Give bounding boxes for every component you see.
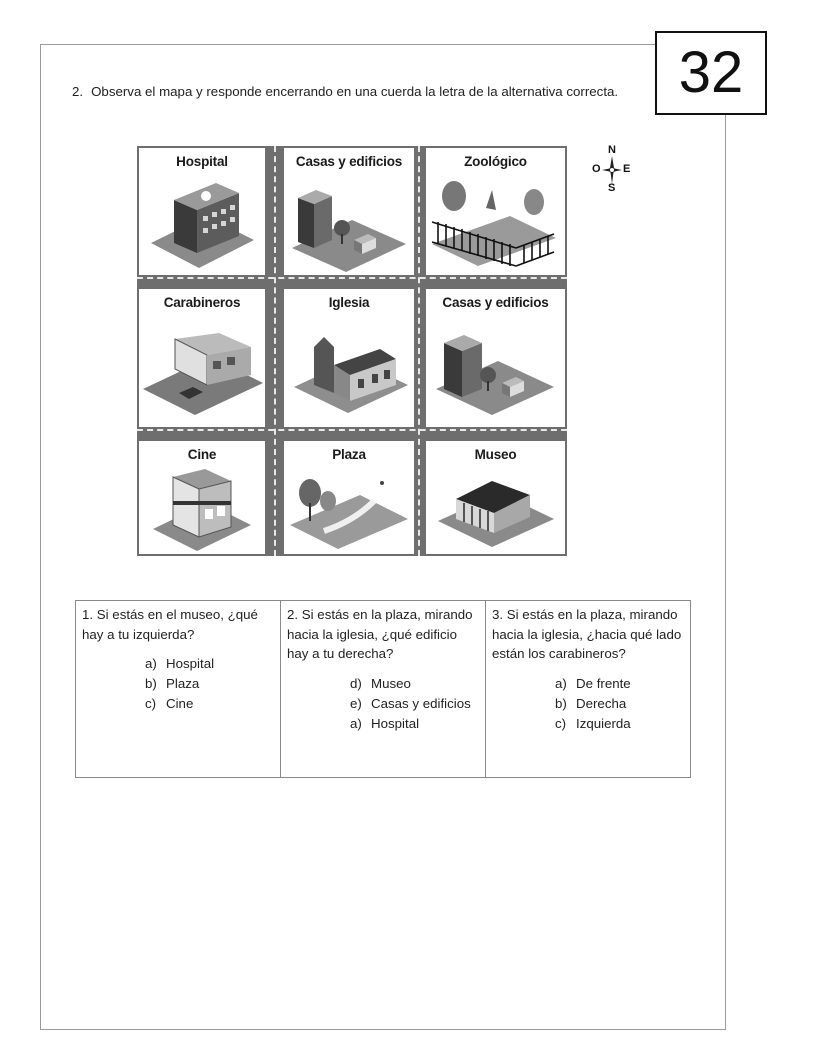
road-vertical: [274, 146, 276, 556]
compass-south: S: [608, 182, 616, 194]
block-label: Hospital: [176, 154, 228, 169]
block-label: Zoológico: [464, 154, 527, 169]
option-item[interactable]: [145, 654, 274, 674]
option-text: Hospital: [166, 656, 215, 672]
compass-rose: [592, 144, 632, 196]
questions-table: [75, 600, 691, 778]
instruction-text: Observa el mapa y responde encerrando en una cuerda la letra de la alternativa correcta.: [91, 84, 619, 99]
map-block-museum: [426, 441, 565, 554]
city-map: [137, 146, 567, 556]
option-letter[interactable]: b): [145, 676, 157, 692]
block-label: Casas y edificios: [295, 154, 403, 169]
option-letter[interactable]: c): [555, 715, 567, 731]
option-letter[interactable]: d): [350, 675, 362, 691]
block-label: Iglesia: [328, 295, 370, 310]
option-text: Plaza: [166, 676, 200, 692]
option-letter[interactable]: a): [555, 675, 567, 691]
map-block-church: [284, 289, 414, 427]
instruction-number: 2.: [72, 84, 84, 99]
block-label: Museo: [474, 447, 517, 462]
buildings-icon: [284, 148, 414, 275]
option-item[interactable]: [555, 714, 684, 734]
option-item[interactable]: [145, 694, 274, 714]
map-block-plaza: [284, 441, 414, 554]
map-block-cinema: [139, 441, 265, 554]
option-item[interactable]: [350, 694, 479, 714]
question-text: 1. Si estás en el museo, ¿qué hay a tu izquierda?: [82, 607, 258, 642]
compass-west: O: [592, 163, 601, 175]
zoo-icon: [426, 148, 565, 275]
question-cell: [76, 601, 281, 778]
map-block-hospital: [139, 148, 265, 275]
road-horizontal: [137, 277, 567, 279]
option-letter[interactable]: b): [555, 695, 567, 711]
option-text: Derecha: [576, 695, 627, 711]
road-vertical: [418, 146, 420, 556]
block-label: Casas y edificios: [442, 295, 549, 310]
option-item[interactable]: [555, 674, 684, 694]
option-text: Izquierda: [576, 715, 631, 731]
page-number: 32: [655, 31, 767, 115]
map-block-houses: [284, 148, 414, 275]
question-text: 3. Si estás en la plaza, mirando hacia la iglesia, ¿hacia qué lado están los carabineros?: [492, 607, 682, 662]
option-letter[interactable]: a): [145, 656, 157, 672]
options-list: [492, 674, 684, 734]
option-text: De frente: [576, 675, 631, 691]
option-item[interactable]: [555, 694, 684, 714]
museum-icon: [426, 441, 565, 554]
plaza-icon: [284, 441, 414, 554]
block-label: Carabineros: [163, 295, 241, 310]
options-list: [82, 654, 274, 714]
options-list: [287, 674, 479, 734]
cinema-icon: [139, 441, 265, 554]
question-text: 2. Si estás en la plaza, mirando hacia la iglesia, ¿qué edificio hay a tu derecha?: [287, 607, 473, 662]
map-block-houses-2: [426, 289, 565, 427]
option-text: Cine: [166, 696, 194, 712]
option-text: Museo: [371, 675, 411, 691]
option-letter[interactable]: c): [145, 696, 157, 712]
police-station-icon: [139, 289, 265, 427]
hospital-icon: [139, 148, 265, 275]
option-letter[interactable]: a): [350, 715, 362, 731]
map-block-zoo: [426, 148, 565, 275]
option-letter[interactable]: e): [350, 695, 362, 711]
map-block-police: [139, 289, 265, 427]
question-cell: [281, 601, 486, 778]
compass-north: N: [608, 144, 616, 156]
block-label: Plaza: [332, 447, 366, 462]
church-icon: [284, 289, 414, 427]
option-text: Hospital: [371, 715, 420, 731]
road-horizontal: [137, 429, 567, 431]
question-cell: [486, 601, 691, 778]
option-item[interactable]: [350, 714, 479, 734]
block-label: Cine: [187, 447, 217, 462]
option-item[interactable]: [350, 674, 479, 694]
option-text: Casas y edificios: [371, 695, 471, 711]
compass-east: E: [623, 163, 631, 175]
instruction: [72, 84, 618, 99]
buildings-icon: [426, 289, 565, 427]
option-item[interactable]: [145, 674, 274, 694]
